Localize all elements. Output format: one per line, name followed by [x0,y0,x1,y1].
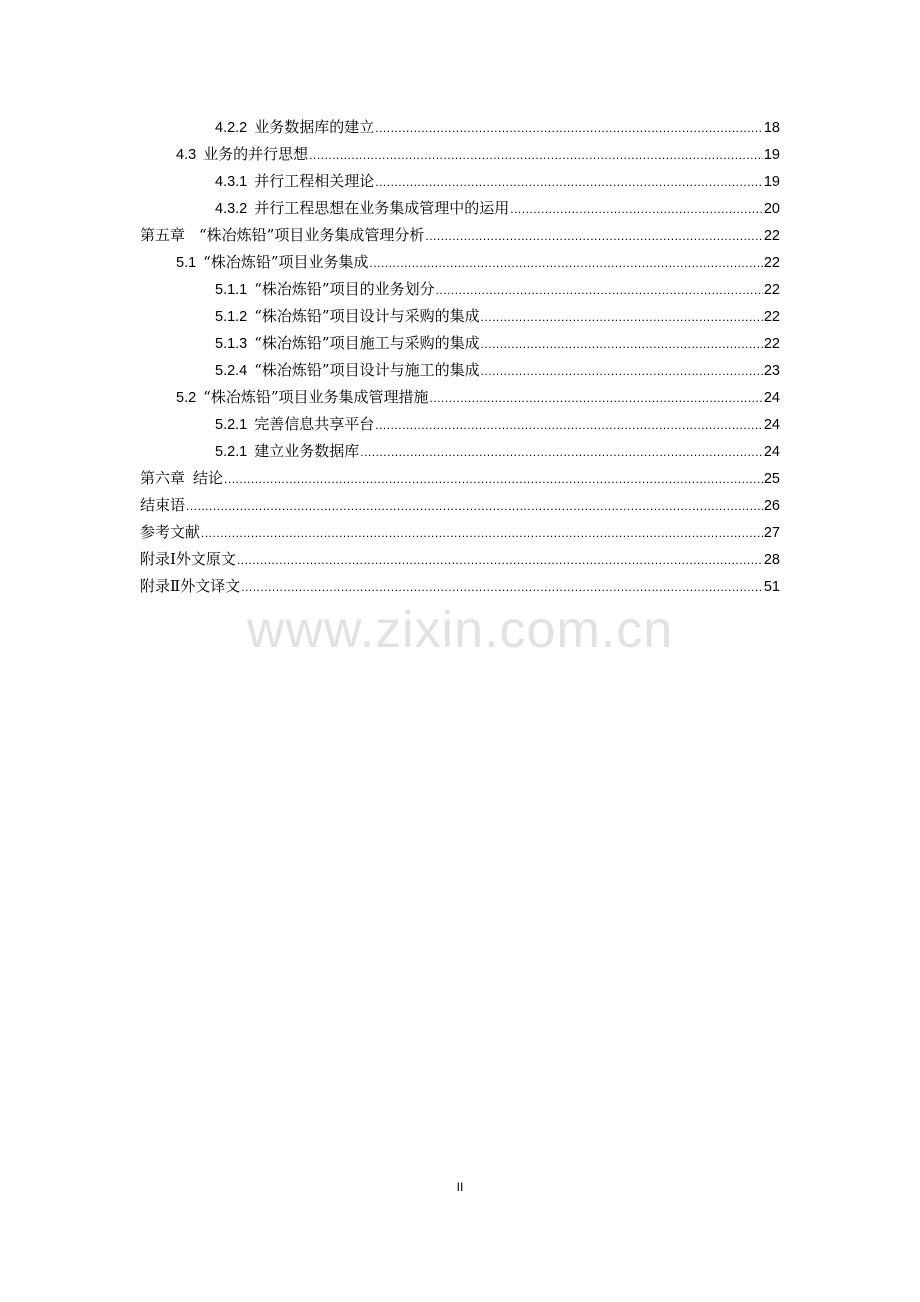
toc-entry[interactable] [140,249,780,276]
dot-leader [309,142,763,169]
dot-leader [481,358,763,385]
toc-entry-page: 22 [763,282,780,298]
toc-entry-page: 18 [763,120,780,136]
toc-entry-number: 5.2.1 [215,444,248,460]
toc-entry-page: 19 [763,174,780,190]
toc-entry[interactable] [140,357,780,384]
toc-entry-page: 19 [763,147,780,163]
toc-entry-number: 5.2.1 [215,417,248,433]
toc-entry-number: 5.2 [176,390,197,406]
dot-leader [201,520,763,547]
dot-leader [224,466,763,493]
toc-entry[interactable] [140,114,780,141]
toc-entry[interactable] [140,330,780,357]
toc-entry[interactable] [140,276,780,303]
dot-leader [510,196,763,223]
toc-entry-number: 5.2.4 [215,363,248,379]
toc-entry-page: 22 [763,255,780,271]
toc-entry-title: “株冶炼铅”项目设计与施工的集成 [254,361,480,379]
toc-entry-page: 24 [763,444,780,460]
toc-entry-title: 并行工程思想在业务集成管理中的运用 [254,199,510,217]
toc-entry-title: 结论 [193,469,224,487]
toc-entry-title: “株冶炼铅”项目业务集成管理分析 [199,226,425,244]
toc-entry-title: 参考文献 [140,523,201,541]
toc-entry[interactable] [140,438,780,465]
toc-entry-title: 业务的并行思想 [203,145,309,163]
dot-leader [430,385,763,412]
dot-leader [186,493,763,520]
toc-entry-number: 4.2.2 [215,120,248,136]
toc-entry-number: 5.1.3 [215,336,248,352]
toc-entry-number: 4.3 [176,147,197,163]
toc-entry-title: “株冶炼铅”项目业务集成 [203,253,369,271]
toc-entry-number: 5.1.1 [215,282,248,298]
page-number: II [456,1180,464,1194]
toc-entry-page: 20 [763,201,780,217]
toc-entry-page: 27 [763,525,780,541]
toc-chapter-entry[interactable] [140,222,780,249]
toc-chapter-entry[interactable] [140,465,780,492]
toc-entry-title: 业务数据库的建立 [254,118,375,136]
toc-entry-number: 第六章 [140,469,186,487]
toc-entry-title: 附录Ⅰ外文原文 [140,550,236,568]
toc-entry-title: 并行工程相关理论 [254,172,375,190]
toc-entry-page: 25 [763,471,780,487]
dot-leader [237,547,763,574]
toc-entry-title: “株冶炼铅”项目设计与采购的集成 [254,307,480,325]
dot-leader [481,331,763,358]
toc-entry-title: “株冶炼铅”项目施工与采购的集成 [254,334,480,352]
toc-entry-page: 22 [763,228,780,244]
table-of-contents [140,114,780,600]
watermark: www.zixin.com.cn [246,601,674,659]
toc-entry[interactable] [140,411,780,438]
dot-leader [370,250,763,277]
dot-leader [375,412,763,439]
toc-entry[interactable] [140,195,780,222]
toc-entry-page: 26 [763,498,780,514]
toc-chapter-entry[interactable] [140,492,780,519]
toc-entry-page: 28 [763,552,780,568]
toc-entry-number: 5.1.2 [215,309,248,325]
dot-leader [436,277,763,304]
toc-entry-page: 23 [763,363,780,379]
toc-chapter-entry[interactable] [140,573,780,600]
dot-leader [481,304,763,331]
dot-leader [425,223,763,250]
toc-entry-title: 完善信息共享平台 [254,415,375,433]
toc-entry-page: 22 [763,336,780,352]
toc-entry-page: 24 [763,417,780,433]
toc-chapter-entry[interactable] [140,519,780,546]
dot-leader [375,169,763,196]
toc-entry-page: 24 [763,390,780,406]
toc-entry-title: “株冶炼铅”项目业务集成管理措施 [203,388,429,406]
toc-entry-title: “株冶炼铅”项目的业务划分 [254,280,435,298]
toc-entry-number: 第五章 [140,226,186,244]
toc-chapter-entry[interactable] [140,546,780,573]
toc-entry-page: 22 [763,309,780,325]
toc-entry-title: 建立业务数据库 [254,442,360,460]
toc-entry-number: 4.3.1 [215,174,248,190]
toc-entry[interactable] [140,168,780,195]
toc-entry-title: 附录Ⅱ外文译文 [140,577,241,595]
toc-entry-title: 结束语 [140,496,186,514]
toc-entry-number: 4.3.2 [215,201,248,217]
dot-leader [241,574,763,601]
toc-entry[interactable] [140,384,780,411]
toc-entry-page: 51 [763,579,780,595]
dot-leader [375,115,763,142]
toc-entry[interactable] [140,303,780,330]
toc-entry[interactable] [140,141,780,168]
toc-entry-number: 5.1 [176,255,197,271]
dot-leader [360,439,763,466]
